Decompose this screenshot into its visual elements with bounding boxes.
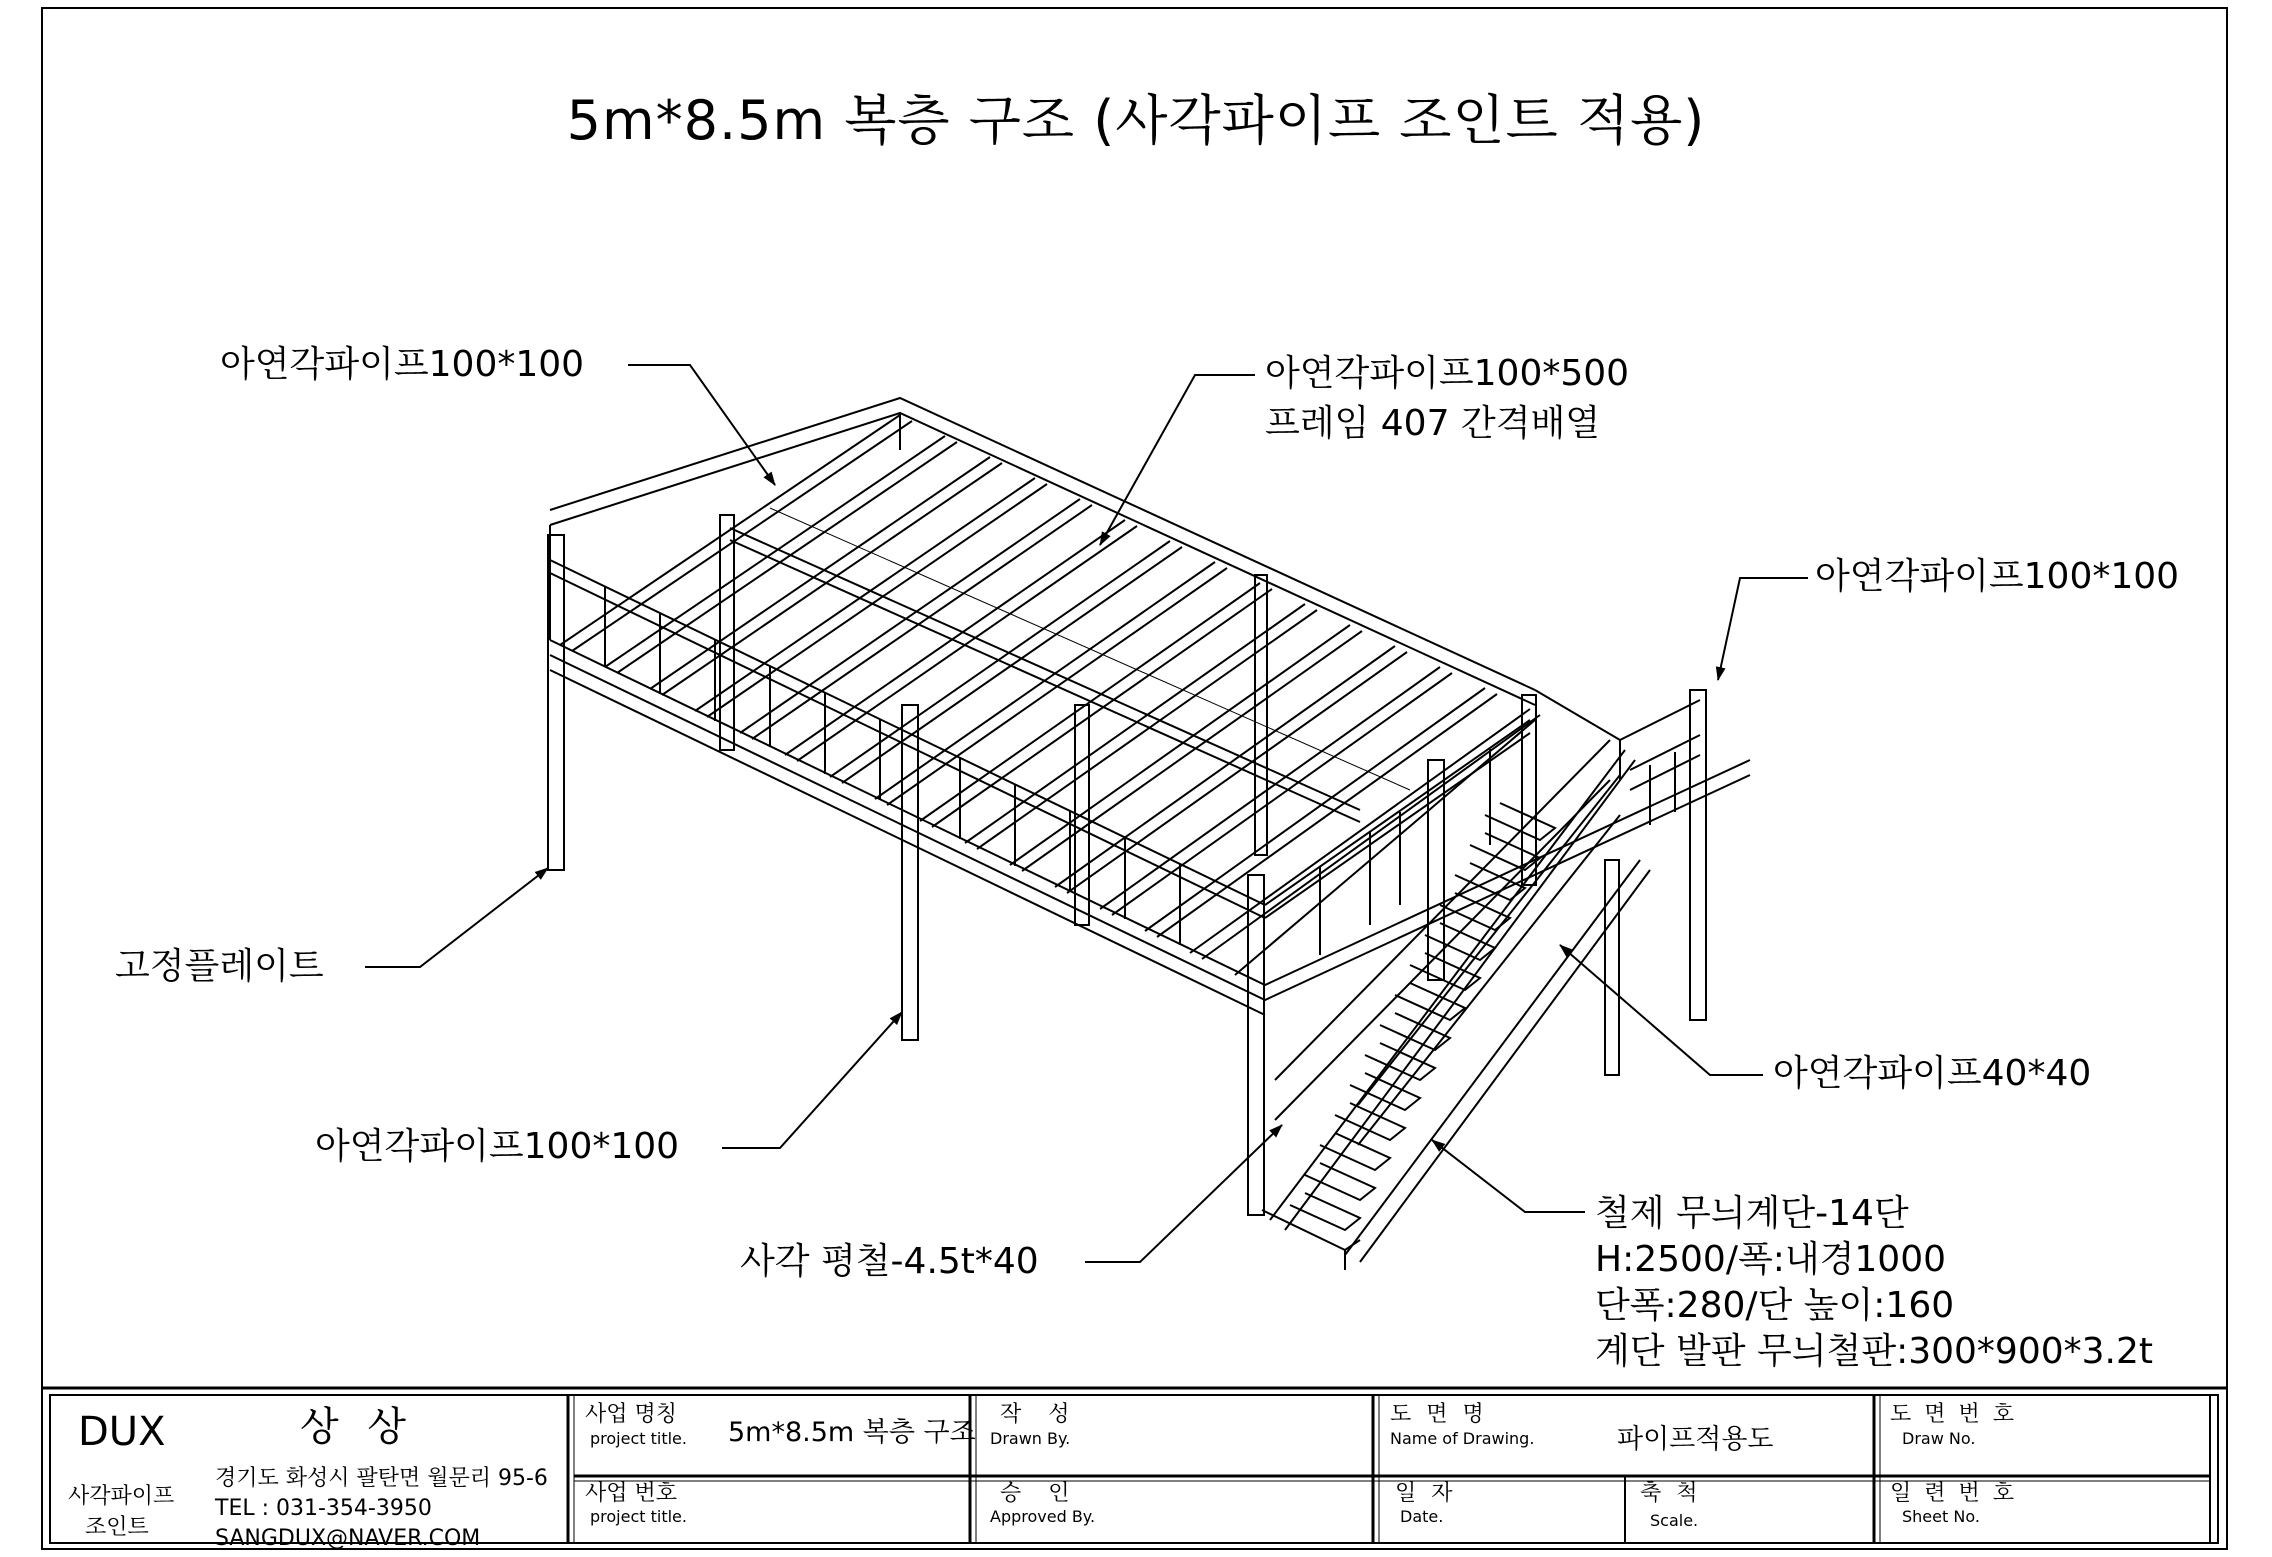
drawing-name-label: 도 면 명 (1390, 1402, 1488, 1427)
date-label-en: Date. (1400, 1507, 1444, 1526)
label-joist-spacing: 프레임 407 간격배열 (1265, 403, 1601, 444)
label-stair-spec-3: 단폭:280/단 높이:160 (1595, 1285, 1955, 1326)
label-pipe-bottom-post: 아연각파이프100*100 (315, 1126, 680, 1167)
project-no-label-en: project title. (590, 1507, 687, 1526)
drawn-by-label: 작 성 (1000, 1402, 1080, 1427)
company-logo-text: DUX (78, 1409, 166, 1455)
label-stair-spec-1: 철제 무늬계단-14단 (1595, 1193, 1909, 1234)
drawing-title: 5m*8.5m 복층 구조 (사각파이프 조인트 적용) (566, 89, 1706, 152)
mezzanine-structure-drawing (548, 398, 1750, 1270)
project-no-label: 사업 번호 (585, 1481, 678, 1506)
sheet-no-label: 일 련 번 호 (1890, 1481, 2017, 1506)
leader-joist (1100, 375, 1255, 545)
leader-bottom-post (722, 1012, 902, 1148)
company-address: 경기도 화성시 팔탄면 월문리 95-6 (215, 1466, 548, 1491)
leader-flat-bar (1085, 1125, 1282, 1262)
leader-fixing-plate (365, 868, 548, 967)
leader-right-post (1718, 578, 1808, 680)
label-flat-bar: 사각 평철-4.5t*40 (740, 1241, 1039, 1282)
drawing-name-label-en: Name of Drawing. (1390, 1429, 1535, 1448)
label-stair-spec-2: H:2500/폭:내경1000 (1595, 1239, 1947, 1280)
project-name-value: 5m*8.5m 복층 구조 (728, 1417, 976, 1448)
date-label: 일 자 (1395, 1481, 1457, 1506)
label-pipe-top-left: 아연각파이프100*100 (220, 344, 585, 385)
product-line-1: 사각파이프 (68, 1484, 175, 1509)
label-stair-spec-4: 계단 발판 무늬철판:300*900*3.2t (1595, 1331, 2154, 1372)
drawing-name-value: 파이프적용도 (1617, 1424, 1774, 1455)
company-tel: TEL : 031-354-3950 (215, 1496, 432, 1521)
leader-stair-rail (1560, 945, 1763, 1075)
scale-label: 축 척 (1640, 1481, 1702, 1506)
project-name-label-en: project title. (590, 1429, 687, 1448)
sheet-no-label-en: Sheet No. (1902, 1507, 1980, 1526)
company-email: SANGDUX@NAVER.COM (215, 1526, 481, 1551)
approved-by-label-en: Approved By. (990, 1507, 1096, 1526)
draw-no-label: 도 면 번 호 (1890, 1402, 2017, 1427)
label-fixing-plate: 고정플레이트 (115, 946, 324, 987)
company-name: 상 상 (300, 1404, 414, 1450)
draw-no-label-en: Draw No. (1902, 1429, 1976, 1448)
label-pipe-joist: 아연각파이프100*500 (1265, 353, 1630, 394)
approved-by-label: 승 인 (1000, 1481, 1080, 1506)
leader-top-left-pipe (628, 365, 775, 485)
leader-staircase (1432, 1140, 1585, 1212)
label-stair-rail-pipe: 아연각파이프40*40 (1773, 1053, 2092, 1094)
product-line-2: 조인트 (85, 1515, 149, 1540)
scale-label-en: Scale. (1650, 1511, 1699, 1530)
project-name-label: 사업 명칭 (585, 1402, 678, 1427)
drawn-by-label-en: Drawn By. (990, 1429, 1071, 1448)
label-pipe-right-post: 아연각파이프100*100 (1815, 556, 2180, 597)
